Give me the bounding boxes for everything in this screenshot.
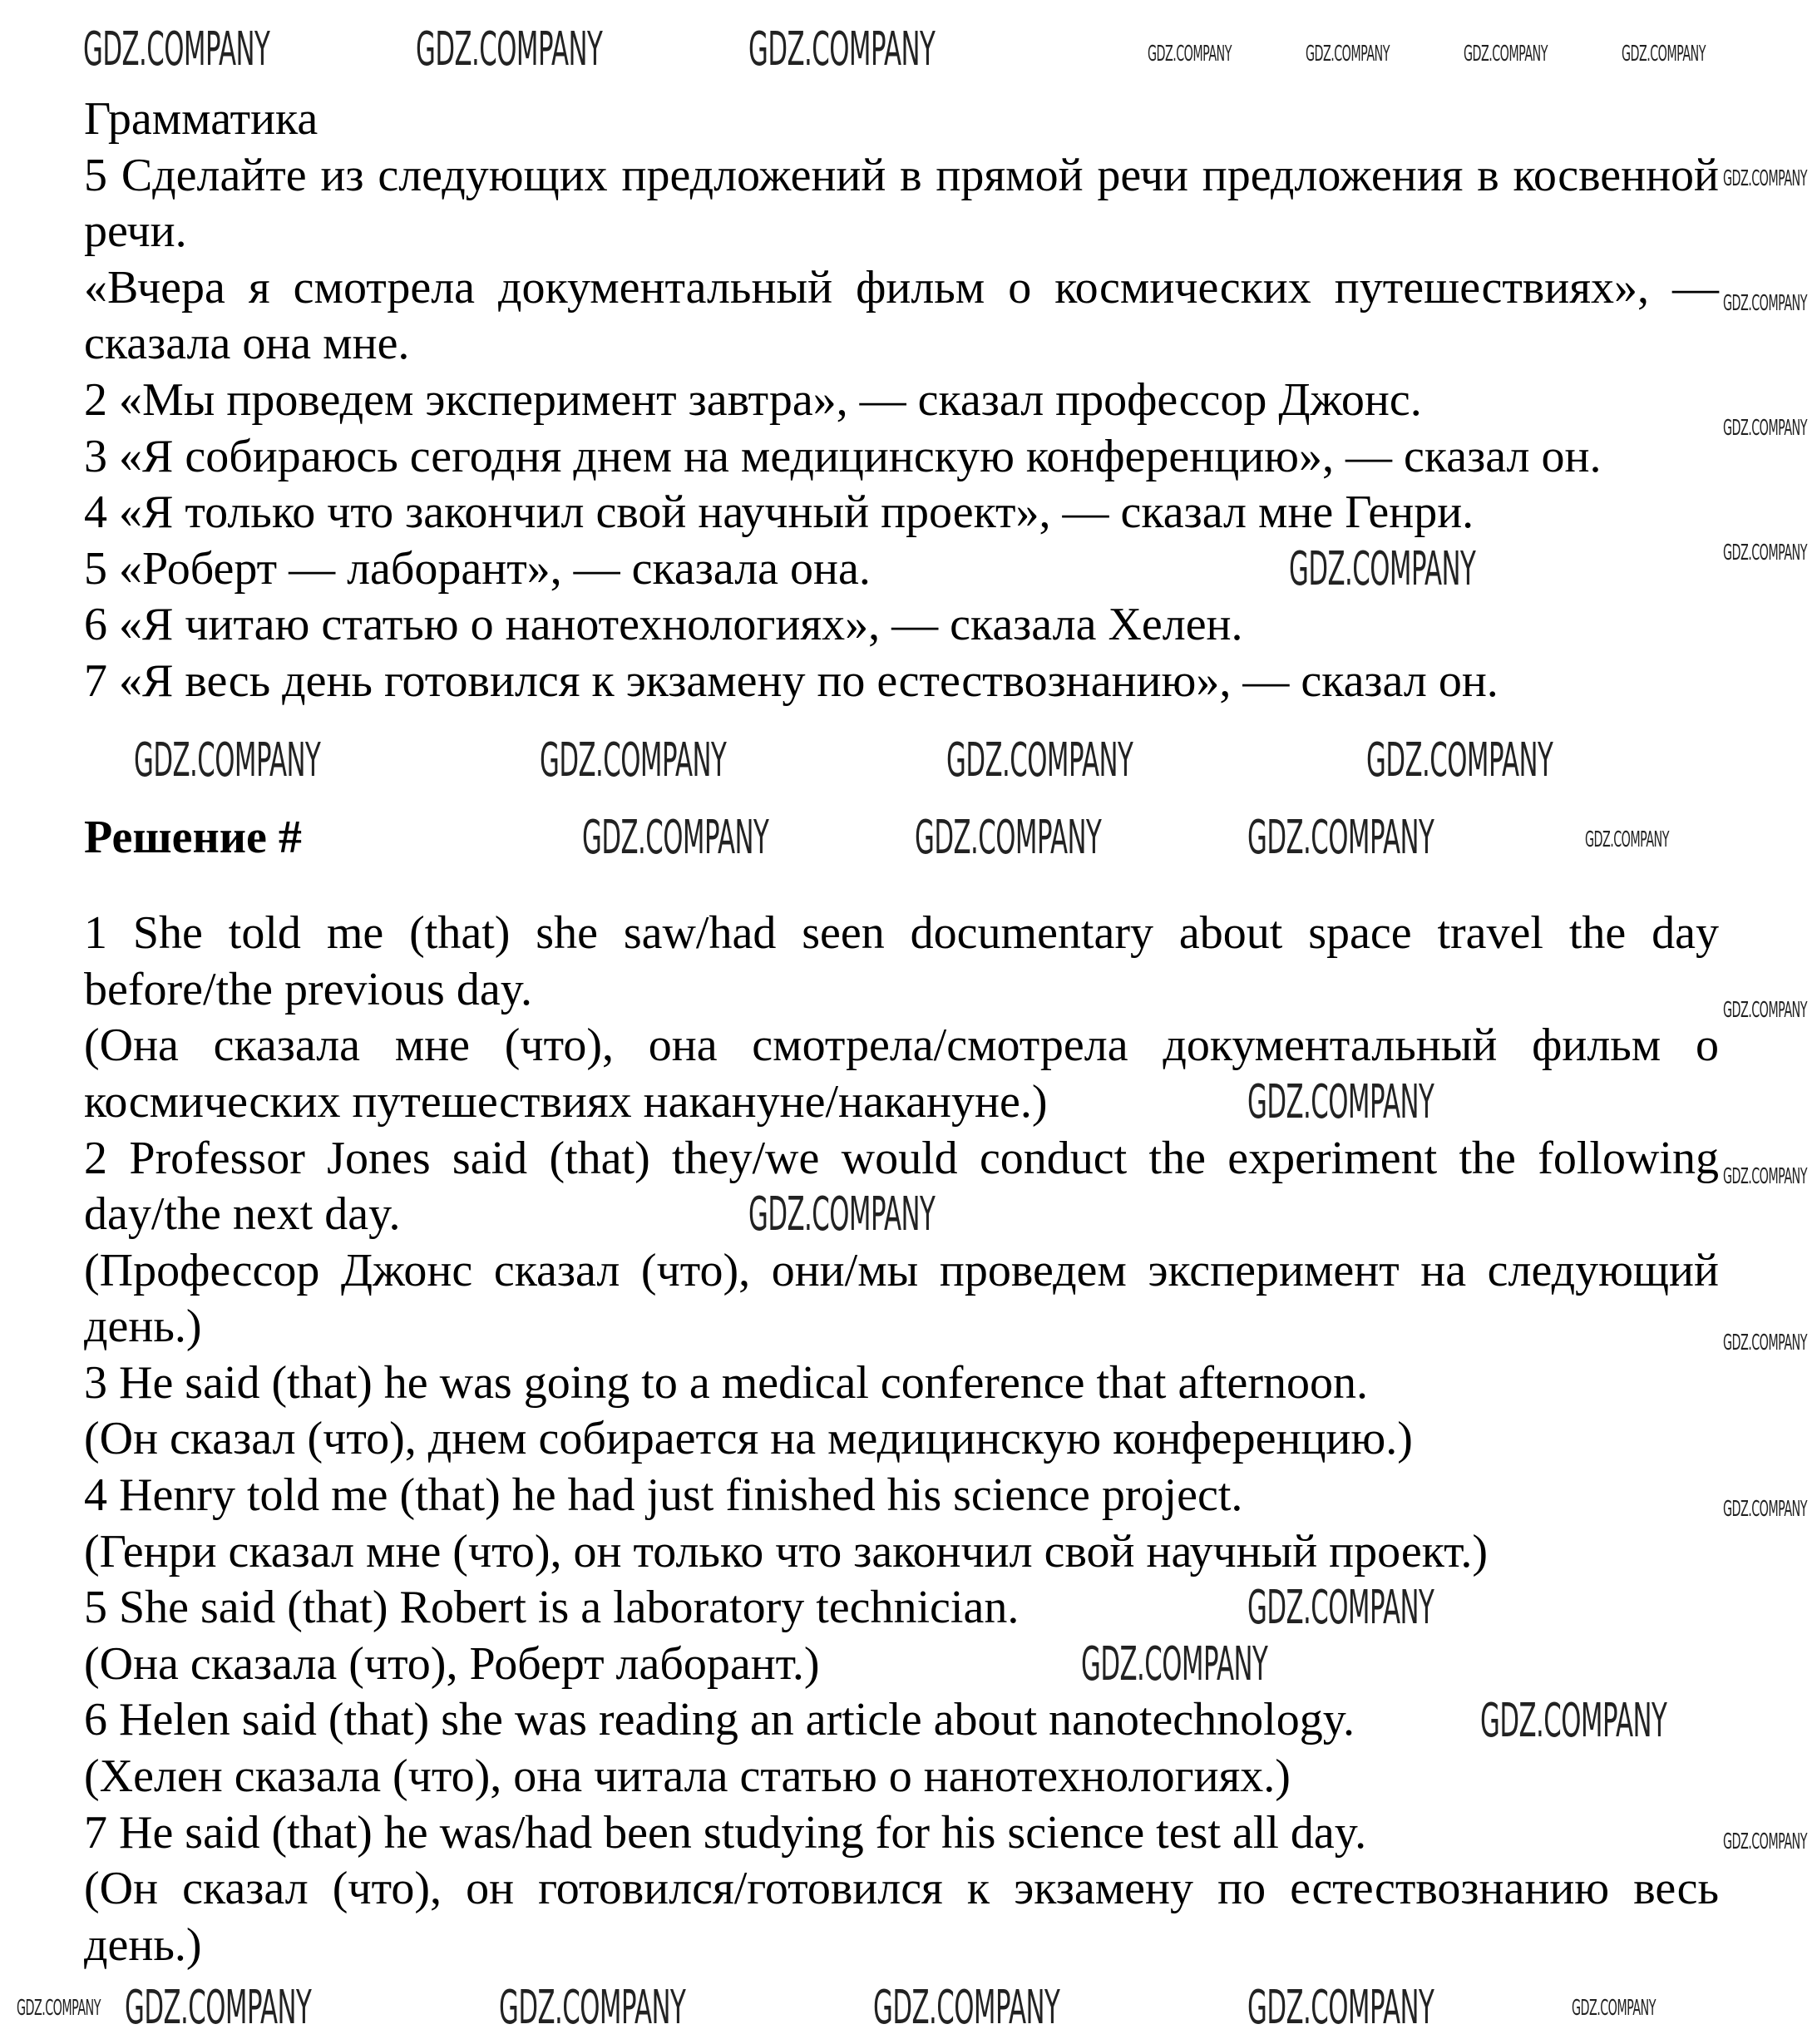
- solution-heading: Решение #: [84, 811, 302, 863]
- exercise-item: 6 «Я читаю статью о нанотехнологиях», — сказала Хелен.: [84, 599, 1243, 651]
- watermark: GDZ.COMPANY: [1480, 1694, 1667, 1748]
- watermark: GDZ.COMPANY: [1723, 998, 1807, 1023]
- watermark: GDZ.COMPANY: [1723, 1829, 1807, 1854]
- watermark: GDZ.COMPANY: [1081, 1637, 1268, 1691]
- solution-item: 4 Henry told me (that) he had just finished his science project.: [84, 1469, 1243, 1522]
- watermark: GDZ.COMPANY: [1723, 1331, 1807, 1355]
- document-body: [84, 91, 1719, 1973]
- watermark: GDZ.COMPANY: [1723, 1164, 1807, 1189]
- watermark: GDZ.COMPANY: [748, 22, 936, 77]
- exercise-item: 4 «Я только что закончил свой научный проект», — сказал мне Генри.: [84, 486, 1474, 539]
- watermark: GDZ.COMPANY: [1723, 541, 1807, 565]
- exercise-item: 2 «Мы проведем эксперимент завтра», — сказал профессор Джонс.: [84, 373, 1422, 426]
- watermark: GDZ.COMPANY: [125, 1981, 312, 2035]
- watermark: GDZ.COMPANY: [1723, 291, 1807, 316]
- watermark: GDZ.COMPANY: [1306, 42, 1390, 67]
- watermark: GDZ.COMPANY: [1366, 733, 1553, 787]
- solution-translation: (Она сказала (что), Роберт лаборант.): [84, 1637, 820, 1690]
- section-title: Грамматика: [84, 93, 318, 145]
- solution-item: 6 Helen said (that) she was reading an article about nanotechnology.: [84, 1694, 1355, 1746]
- exercise-item: 7 «Я весь день готовился к экзамену по естествознанию», — сказал он.: [84, 654, 1499, 707]
- watermark: GDZ.COMPANY: [946, 733, 1133, 787]
- watermark: GDZ.COMPANY: [1723, 416, 1807, 441]
- watermark: GDZ.COMPANY: [416, 22, 603, 77]
- solution-translation: (Он сказал (что), днем собирается на медицинскую конференцию.): [84, 1413, 1413, 1465]
- watermark: GDZ.COMPANY: [1247, 1075, 1434, 1129]
- watermark: GDZ.COMPANY: [1464, 42, 1548, 67]
- watermark: GDZ.COMPANY: [915, 811, 1102, 865]
- watermark: GDZ.COMPANY: [582, 811, 769, 865]
- exercise-item: 3 «Я собираюсь сегодня днем на медицинскую конференцию», — сказал он.: [84, 430, 1602, 482]
- exercise-item: «Вчера я смотрела документальный фильм о космических путешествиях», — сказала она мне.: [84, 261, 1719, 370]
- watermark: GDZ.COMPANY: [1247, 1981, 1434, 2035]
- solution-translation: (Она сказала мне (что), она смотрела/смотрела документальный фильм о космических путешествиях накануне/накануне.): [84, 1020, 1719, 1128]
- exercise-item: 5 «Роберт — лаборант», — сказала она.: [84, 542, 871, 595]
- solution-item: 7 He said (that) he was/had been studying for his science test all day.: [84, 1806, 1367, 1859]
- watermark: GDZ.COMPANY: [540, 733, 727, 787]
- solution-translation: (Генри сказал мне (что), он только что закончил свой научный проект.): [84, 1525, 1489, 1577]
- solution-item: 2 Professor Jones said (that) they/we would conduct the experiment the following day/the next day.: [84, 1132, 1719, 1241]
- watermark: GDZ.COMPANY: [17, 1996, 101, 2021]
- watermark: GDZ.COMPANY: [134, 733, 321, 787]
- solution-item: 1 She told me (that) she saw/had seen documentary about space travel the day before/the previous day.: [84, 907, 1719, 1015]
- watermark: GDZ.COMPANY: [499, 1981, 686, 2035]
- watermark: GDZ.COMPANY: [1723, 1497, 1807, 1522]
- watermark: GDZ.COMPANY: [1572, 1996, 1656, 2021]
- solution-item: 5 She said (that) Robert is a laboratory technician.: [84, 1582, 1020, 1634]
- watermark: GDZ.COMPANY: [1585, 827, 1669, 852]
- exercise-instruction: 5 Сделайте из следующих предложений в прямой речи предложения в косвенной речи.: [84, 149, 1719, 258]
- watermark: GDZ.COMPANY: [83, 22, 270, 77]
- watermark: GDZ.COMPANY: [1622, 42, 1706, 67]
- watermark: GDZ.COMPANY: [1723, 166, 1807, 191]
- solution-item: 3 He said (that) he was going to a medical conference that afternoon.: [84, 1356, 1369, 1409]
- solution-translation: (Профессор Джонс сказал (что), они/мы проведем эксперимент на следующий день.): [84, 1244, 1719, 1353]
- watermark: GDZ.COMPANY: [873, 1981, 1060, 2035]
- watermark: GDZ.COMPANY: [748, 1187, 936, 1242]
- solution-translation: (Он сказал (что), он готовился/готовился к экзамену по естествознанию весь день.): [84, 1863, 1719, 1971]
- watermark: GDZ.COMPANY: [1148, 42, 1232, 67]
- solution-translation: (Хелен сказала (что), она читала статью о нанотехнологиях.): [84, 1750, 1291, 1803]
- watermark: GDZ.COMPANY: [1247, 811, 1434, 865]
- watermark: GDZ.COMPANY: [1289, 542, 1476, 596]
- watermark: GDZ.COMPANY: [1247, 1581, 1434, 1635]
